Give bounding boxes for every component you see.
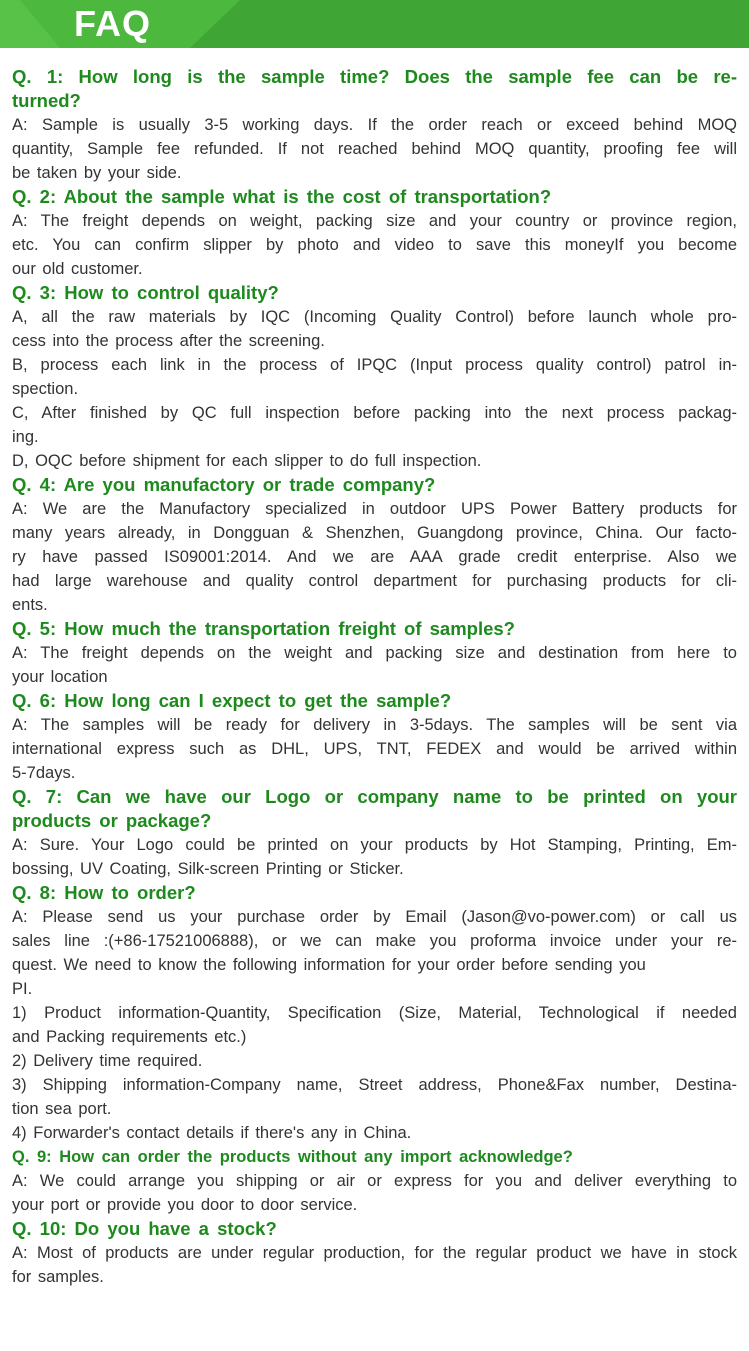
faq-item [12, 65, 737, 185]
faq-answer-line: D, OQC before shipment for each slipper to do full inspection. [12, 452, 482, 470]
faq-question-line: turned? [12, 90, 81, 111]
faq-answer-line: be taken by your side. [12, 164, 182, 182]
faq-answer-line: 4) Forwarder's contact details if there's any in China. [12, 1124, 412, 1142]
faq-answer-line: 1) Product information-Quantity, Specification (Size, Material, Technological if needed [12, 1004, 737, 1022]
faq-item [12, 281, 737, 473]
faq-answer-line: spection. [12, 380, 79, 398]
faq-answer-line: international express such as DHL, UPS, TNT, FEDEX and would be arrived within [12, 740, 737, 758]
faq-answer-line: A: We are the Manufactory specialized in outdoor UPS Power Battery products for [12, 500, 737, 518]
faq-item [12, 1217, 737, 1289]
faq-answer-line: PI. [12, 980, 33, 998]
faq-item [12, 785, 737, 881]
faq-answer-line: many years already, in Dongguan & Shenzhen, Guangdong province, China. Our facto- [12, 524, 737, 542]
faq-answer-line: A: The freight depends on the weight and packing size and destination from here to [12, 644, 737, 662]
faq-item [12, 617, 737, 689]
faq-answer-line: A: Most of products are under regular production, for the regular product we have in stock [12, 1244, 737, 1262]
faq-question-line: Q. 9: How can order the products without any import acknowledge? [12, 1148, 573, 1166]
faq-answer-line: had large warehouse and quality control department for purchasing products for cli- [12, 572, 737, 590]
faq-answer-line: A: The freight depends on weight, packing size and your country or province region, [12, 212, 737, 230]
faq-item [12, 1145, 737, 1217]
faq-answer-line: your port or provide you door to door service. [12, 1196, 358, 1214]
faq-question-line: Q. 5: How much the transportation freight of samples? [12, 618, 515, 639]
faq-question-line: Q. 8: How to order? [12, 882, 196, 903]
faq-answer-line: C, After finished by QC full inspection before packing into the next process packag- [12, 404, 737, 422]
faq-answer-line: A, all the raw materials by IQC (Incoming Quality Control) before launch whole pro- [12, 308, 737, 326]
faq-answer-line: A: Sample is usually 3-5 working days. If the order reach or exceed behind MOQ [12, 116, 737, 134]
faq-question-line: Q. 3: How to control quality? [12, 282, 279, 303]
faq-item [12, 473, 737, 617]
faq-list [12, 65, 737, 1289]
faq-answer-line: quest. We need to know the following information for your order before sending you [12, 956, 646, 974]
faq-answer-line: 5-7days. [12, 764, 76, 782]
faq-answer-line: 3) Shipping information-Company name, Street address, Phone&Fax number, Destina- [12, 1076, 737, 1094]
faq-question-line: Q. 2: About the sample what is the cost of transportation? [12, 186, 552, 207]
faq-question-line: Q. 4: Are you manufactory or trade company? [12, 474, 436, 495]
faq-answer-line: A: We could arrange you shipping or air or express for you and deliver everything to [12, 1172, 737, 1190]
faq-answer-line: your location [12, 668, 108, 686]
faq-question-line: Q. 10: Do you have a stock? [12, 1218, 277, 1239]
faq-answer-line: A: Please send us your purchase order by Email (Jason@vo-power.com) or call us [12, 908, 737, 926]
faq-answer-line: cess into the process after the screening. [12, 332, 325, 350]
faq-answer-line: A: The samples will be ready for delivery in 3-5days. The samples will be sent via [12, 716, 737, 734]
faq-answer-line: bossing, UV Coating, Silk-screen Printing or Sticker. [12, 860, 404, 878]
faq-item [12, 689, 737, 785]
faq-answer-line: 2) Delivery time required. [12, 1052, 203, 1070]
faq-answer-line: ry have passed IS09001:2014. And we are AAA grade credit enterprise. Also we [12, 548, 737, 566]
faq-answer-line: etc. You can confirm slipper by photo and video to save this moneyIf you become [12, 236, 737, 254]
faq-question-line: Q. 1: How long is the sample time? Does the sample fee can be re- [12, 66, 737, 87]
faq-question-line: Q. 7: Can we have our Logo or company name to be printed on your [12, 786, 737, 807]
faq-answer-line: and Packing requirements etc.) [12, 1028, 247, 1046]
faq-answer-line: ents. [12, 596, 48, 614]
faq-answer-line: ing. [12, 428, 39, 446]
faq-item [12, 881, 737, 1145]
faq-answer-line: quantity, Sample fee refunded. If not reached behind MOQ quantity, proofing fee will [12, 140, 737, 158]
faq-answer-line: A: Sure. Your Logo could be printed on your products by Hot Stamping, Printing, Em- [12, 836, 737, 854]
faq-question-line: Q. 6: How long can I expect to get the sample? [12, 690, 452, 711]
faq-question-line: products or package? [12, 810, 212, 831]
faq-answer-line: our old customer. [12, 260, 143, 278]
faq-answer-line: tion sea port. [12, 1100, 112, 1118]
faq-answer-line: for samples. [12, 1268, 104, 1286]
page-title: FAQ [74, 3, 152, 44]
faq-item [12, 185, 737, 281]
faq-header [0, 0, 749, 48]
faq-answer-line: B, process each link in the process of IPQC (Input process quality control) patrol in- [12, 356, 737, 374]
faq-answer-line: sales line :(+86-17521006888), or we can make you proforma invoice under your re- [12, 932, 737, 950]
